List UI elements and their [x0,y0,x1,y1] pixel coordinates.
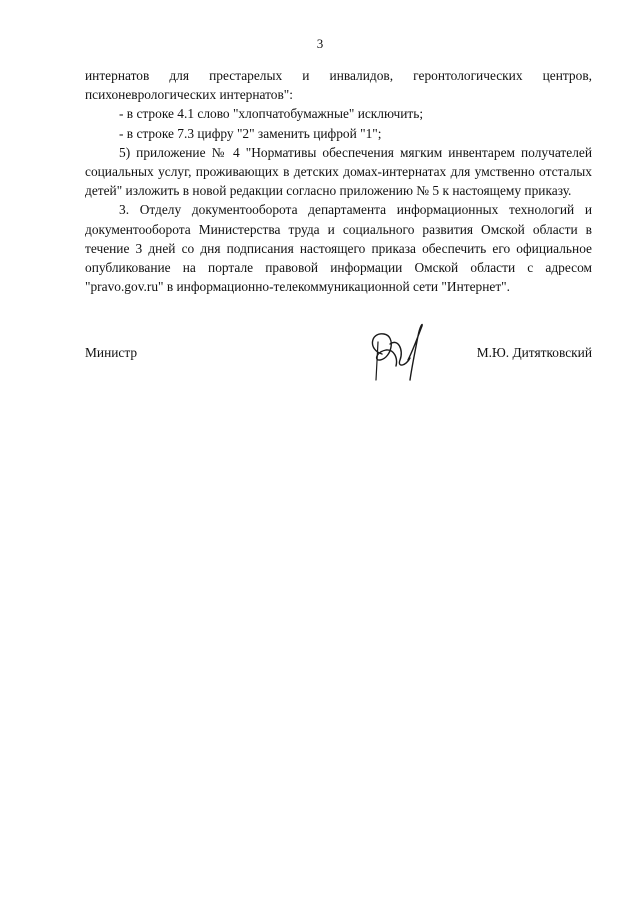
paragraph-item-4-1: - в строке 4.1 слово "хлопчатобумажные" исключить; [119,106,424,122]
signature-block [85,342,592,382]
document-body [85,66,592,296]
handwritten-signature [360,314,435,384]
paragraph-continuation: интернатов для престарелых и инвалидов, геронтологических центров, психоневрологических интернатов": [85,68,592,103]
paragraph-item-7-3: - в строке 7.3 цифру "2" заменить цифрой "1"; [119,125,382,141]
signatory-title: Министр [85,345,138,360]
page-number: 3 [316,36,324,51]
signatory-name: М.Ю. Дитятковский [476,345,592,360]
paragraph-item-3: 3. Отделу документооборота департамента информационных технологий и документооборота Министерства труда и социального развития Омской области в течение 3 дней со дня подписания настоящего приказа обеспечить его официальное опубликование на портале правовой информации Омской области с адресом "pravo.gov.ru" в информационно-телекоммуникационной сети "Интернет". [85,202,592,295]
paragraph-item-5: 5) приложение № 4 "Нормативы обеспечения мягким инвентарем получателей социальных услуг, проживающих в детских домах-интернатах для умственно отсталых детей" изложить в новой редакции согласно приложению № 5 к настоящему приказу. [85,144,592,199]
